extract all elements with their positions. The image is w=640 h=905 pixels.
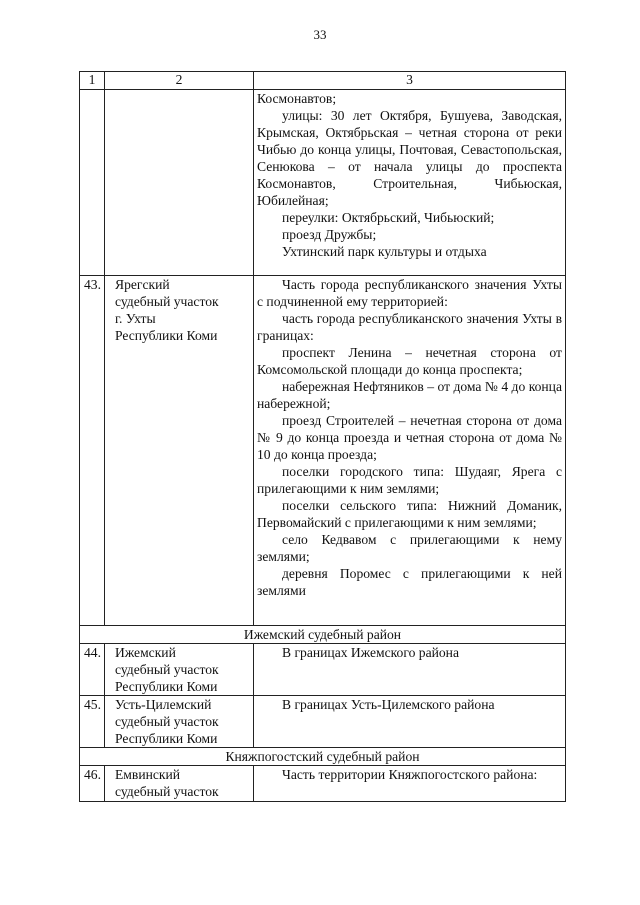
court-name-cell xyxy=(105,766,254,802)
territory-cell xyxy=(254,644,566,696)
district-header-row xyxy=(80,748,566,766)
district-title: Ижемский судебный район xyxy=(80,626,566,644)
court-name-line: судебный участок xyxy=(115,294,219,309)
territory-cell xyxy=(254,696,566,748)
header-col-2: 2 xyxy=(105,72,254,90)
row-number-cell xyxy=(80,90,105,276)
row-number-cell: 43. xyxy=(80,276,105,626)
territory-line: набережная Нефтяников – от дома № 4 до конца набережной; xyxy=(257,379,562,411)
court-name-line: судебный участок xyxy=(115,662,219,677)
court-name-line: Ижемский xyxy=(115,645,176,660)
table-row xyxy=(80,90,566,276)
territory-line: часть города республиканского значения Ухты в границах: xyxy=(257,311,562,343)
row-number-cell: 44. xyxy=(80,644,105,696)
territory-line: проезд Дружбы; xyxy=(282,227,377,242)
territory-line: В границах Усть-Цилемского района xyxy=(282,697,495,712)
territory-line: переулки: Октябрьский, Чибьюский; xyxy=(282,210,495,225)
court-name-line: Емвинский xyxy=(115,767,181,782)
court-name-line: Республики Коми xyxy=(115,328,218,343)
court-name-line: Республики Коми xyxy=(115,731,218,746)
territory-line: проезд Строителей – нечетная сторона от дома № 9 до конца проезда и четная сторона от дома № 10 до конца проезда; xyxy=(257,413,562,462)
court-name-line: Республики Коми xyxy=(115,679,218,694)
header-col-1: 1 xyxy=(80,72,105,90)
page-number: 33 xyxy=(313,27,327,42)
territory-line: поселки сельского типа: Нижний Доманик, Первомайский с прилегающими к ним землями; xyxy=(257,498,562,530)
territory-line: Часть города республиканского значения Ухты с подчиненной ему территорией: xyxy=(257,277,562,309)
territory-line: В границах Ижемского района xyxy=(282,645,459,660)
territory-line: улицы: 30 лет Октября, Бушуева, Заводская, Крымская, Октябрьская – четная сторона от реки Чибью до конца улицы, Почтовая, Севастопольская, Сенюкова – от начала улицы до проспекта Космонавтов, Строительная, Чибьюская, Юбилейная; xyxy=(257,108,562,208)
district-header-row xyxy=(80,626,566,644)
district-title: Княжпогостский судебный район xyxy=(80,748,566,766)
court-name-line: судебный участок xyxy=(115,784,219,799)
court-name-line: Ярегский xyxy=(115,277,170,292)
court-name-cell xyxy=(105,696,254,748)
court-name-cell xyxy=(105,644,254,696)
territory-line: поселки городского типа: Шудаяг, Ярега с прилегающими к ним землями; xyxy=(257,464,562,496)
territory-line: проспект Ленина – нечетная сторона от Комсомольской площади до конца проспекта; xyxy=(257,345,562,377)
districts-table xyxy=(79,71,566,802)
court-name-line: г. Ухты xyxy=(115,311,156,326)
table-row xyxy=(80,766,566,802)
table-row xyxy=(80,644,566,696)
header-col-3: 3 xyxy=(254,72,566,90)
territory-cell xyxy=(254,766,566,802)
row-number-cell: 45. xyxy=(80,696,105,748)
table-row xyxy=(80,696,566,748)
territory-cell xyxy=(254,276,566,626)
territory-line: село Кедвавом с прилегающими к нему землями; xyxy=(257,532,562,564)
territory-cell xyxy=(254,90,566,276)
territory-line: Ухтинский парк культуры и отдыха xyxy=(282,244,487,259)
court-name-cell xyxy=(105,90,254,276)
territory-line: Часть территории Княжпогостского района: xyxy=(282,767,538,782)
court-name-line: Усть-Цилемский xyxy=(115,697,212,712)
court-name-cell xyxy=(105,276,254,626)
table-header-row xyxy=(80,72,566,90)
row-number-cell: 46. xyxy=(80,766,105,802)
territory-line: деревня Поромес с прилегающими к ней землями xyxy=(257,566,562,598)
court-name-line: судебный участок xyxy=(115,714,219,729)
territory-line: Космонавтов; xyxy=(257,91,337,106)
table-row xyxy=(80,276,566,626)
